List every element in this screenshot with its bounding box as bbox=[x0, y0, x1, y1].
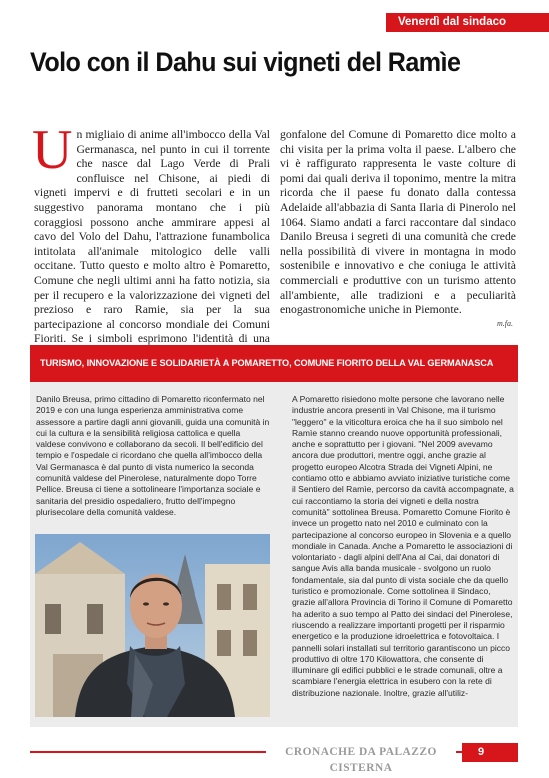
intro-article bbox=[32, 119, 516, 346]
intro-column-left bbox=[32, 119, 270, 362]
page-number: 9 bbox=[462, 743, 518, 762]
interview-column-right: A Pomaretto risiedono molte persone che lavorano nelle industrie ancora presenti in Val Chisone, ma il turismo "leggero" e la viticoltura eroica che ha il suo simbolo nel Ramìe stanno creando nuove opportunità professionali, anche e soprattutto per i giovani. "Nel 2009 avevamo ancora due produttori, mentre oggi, anche grazie al progetto europeo Alcotra Strada dei Vigneti Alpini, ne contiamo otto e abbiamo avviato iniziative turistiche come il Sentiero del Ramìe, percorso da cavità accompagnate, a cui raccontiamo la storia dei vigneti e della nostra comunità" sottolinea Breusa. Pomaretto Comune Fiorito è invece un progetto nato nel 2010 e culminato con la partecipazione al concorso europeo in Slovenia e a quello mondiale in Canada. Anche a Pomaretto le associazioni di volontariato - dagli alpini dell'Ana al Cai, dai donatori di sangue Avis alla banda musicale - svolgono un ruolo fondamentale, sia dal punto di vista sociale che da quello turistico e promozionale. Come sottolinea il Sindaco, grazie all'allora Provincia di Torino il Comune di Pomaretto ha aderito a suo tempo al Patto dei sindaci del Pinerolese, riuscendo a realizzare importanti progetti per il risparmio energetico e la produzione idroelettrica e fotovoltaica. I pannelli solari installati sul territorio garantiscono un picco produttivo di oltre 170 Kilowattora, che consente di illuminare gli edifici pubblici e le strade comunali, oltre a scambiare l'energia elettrica in esubero con la rete di distribuzione nazionale. Inoltre, grazie all'utiliz- bbox=[292, 394, 514, 698]
section-tag: Venerdì dal sindaco bbox=[386, 13, 549, 32]
dropcap-letter: U bbox=[32, 119, 73, 181]
interview-box-title: TURISMO, INNOVAZIONE E SOLIDARIETÀ A POMARETTO, COMUNE FIORITO DELLA VAL GERMANASCA bbox=[30, 345, 518, 382]
interview-column-left: Danilo Breusa, primo cittadino di Pomaretto riconfermato nel 2019 e con una lunga esperienza amministrativa come assessore a partire dagli anni giovanili, guida una comunità in cui la cultura e la sensibilità religiosa cattolica e quella valdese convivono e collaborano da secoli. Il bell'edificio del tempio e l'ospedale ci ricordano che quella all'imbocco della Val Germanasca è dal punto di vista numerico la seconda comunità valdese del Pinerolese, naturalmente dopo Torre Pellice. Breusa ci tiene a sottolineare l'importanza sociale e sanitaria del presidio ospedaliero, frutto dell'impegno plurisecolare della comunità valdese. bbox=[36, 394, 270, 517]
author-signature: m.fa. bbox=[497, 319, 513, 328]
article-headline: Volo con il Dahu sui vigneti del Ramìe bbox=[30, 47, 461, 77]
interview-box bbox=[30, 345, 518, 727]
intro-left-text: n migliaio di anime all'imbocco della Val Germanasca, nel punto in cui il torrente che nasce dal Lago Verde di Prali confluisce nel Chisone, ai piedi di vigneti impervi e di frutteti secolari e in un suggestivo panorama montano che i più coraggiosi possono anche ammirare appesi al cavo del Volo del Dahu, l'attrazione funambolica intitolata all'animale mitologico delle valli occitane. Tutto questo e molto altro è Pomaretto, Comune che negli ultimi anni ha fatto notizia, sia per il recupero e la valorizzazione dei vigneti del prezioso e raro Ramie, sia per la sua partecipazione al concorso mondiale dei Comuni Fioriti. Se i simboli esprimono l'identità di una bbox=[34, 128, 270, 346]
mayor-photo bbox=[35, 534, 270, 717]
intro-column-right: gonfalone del Comune di Pomaretto dice molto a chi visita per la prima volta il paese. L'albero che vi è raffigurato rappresenta le vaste colture di pomi dai quali deriva il toponimo, mentre la mitra ricorda che il paese fu donato dalla contessa Adelaide all'abbazia di Santa Ilaria di Pinerolo nel 1064. Siamo andati a farci raccontare dal sindaco Danilo Breusa i segreti di una comunità che crede nella possibilità di vivere in montagna in modo sostenibile e innovativo e che coniuga le attività commerciali e produttive con un turismo attento all'ambiente, alle tradizioni e a peculiarità enogastronomiche uniche in Piemonte. bbox=[280, 128, 516, 317]
publication-name: CRONACHE DA PALAZZO CISTERNA bbox=[266, 744, 456, 760]
